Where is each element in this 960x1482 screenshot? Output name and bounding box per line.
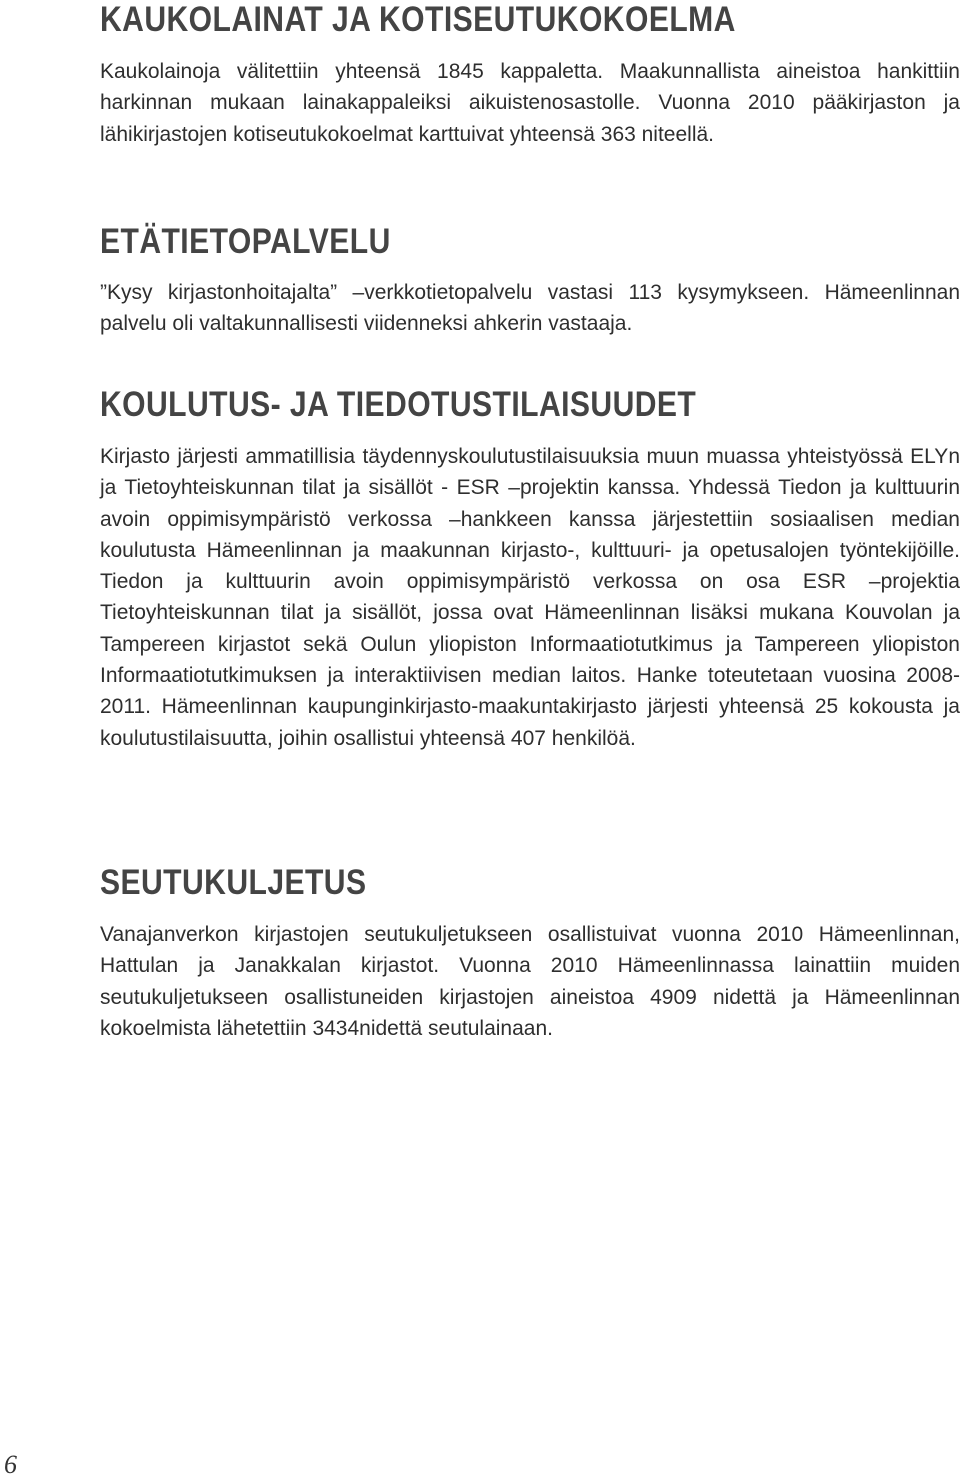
section-body: Vanajanverkon kirjastojen seutukuljetukseen osallistuivat vuonna 2010 Hämeenlinnan, Hattulan ja Janakkalan kirjastot. Vuonna 2010 Hämeenlinnassa lainattiin muiden seutukuljetukseen osallistuneiden kirjastojen aineistoa 4909 nidettä ja Hämeenlinnan kokoelmista lähetettiin 3434nidettä seutulainaan. <box>100 923 960 1040</box>
section-koulutus <box>100 385 960 754</box>
section-body: ”Kysy kirjastonhoitajalta” –verkkotietopalvelu vastasi 113 kysymykseen. Hämeenlinnan palvelu oli valtakunnallisesti viidenneksi ahkerin vastaaja. <box>100 281 960 336</box>
section-body: Kirjasto järjesti ammatillisia täydennyskoulutustilaisuuksia muun muassa yhteistyössä ELYn ja Tietoyhteiskunnan tilat ja sisällöt - ESR –projektin kanssa. Yhdessä Tiedon ja kulttuurin avoin oppimisympäristö verkossa –hankkeen kanssa järjestettiin sosiaalisen median koulutusta Hämeenlinnan ja maakunnan kirjasto-, kulttuuri- ja opetusalojen työntekijöille. Tiedon ja kulttuurin avoin oppimisympäristö verkossa on osa ESR –projektia Tietoyhteiskunnan tilat ja sisällöt, jossa ovat Hämeenlinnan lisäksi mukana Kouvolan ja Tampereen kirjastot sekä Oulun yliopiston Informaatiotutkimus ja Tampereen yliopiston Informaatiotutkimuksen ja interaktiivisen median laitos. Hanke toteutetaan vuosina 2008-2011. Hämeenlinnan kaupunginkirjasto-maakuntakirjasto järjesti yhteensä 25 kokousta ja koulutustilaisuutta, joihin osallistui yhteensä 407 henkilöä. <box>100 445 960 750</box>
section-heading: KOULUTUS- JA TIEDOTUSTILAISUUDET <box>100 385 697 424</box>
section-body: Kaukolainoja välitettiin yhteensä 1845 kappaletta. Maakunnallista aineistoa hankittiin harkinnan mukaan lainakappaleiksi aikuistenosastolle. Vuonna 2010 pääkirjaston ja lähikirjastojen kotiseutukokoelmat karttuivat yhteensä 363 niteellä. <box>100 60 960 146</box>
section-heading: SEUTUKULJETUS <box>100 863 367 902</box>
section-heading: ETÄTIETOPALVELU <box>100 222 391 261</box>
section-heading: KAUKOLAINAT JA KOTISEUTUKOKOELMA <box>100 0 736 39</box>
section-kaukolainat <box>100 0 960 150</box>
section-seutukuljetus <box>100 863 960 1044</box>
page-number: 6 <box>4 1450 17 1479</box>
section-etatietopalvelu <box>100 222 960 340</box>
